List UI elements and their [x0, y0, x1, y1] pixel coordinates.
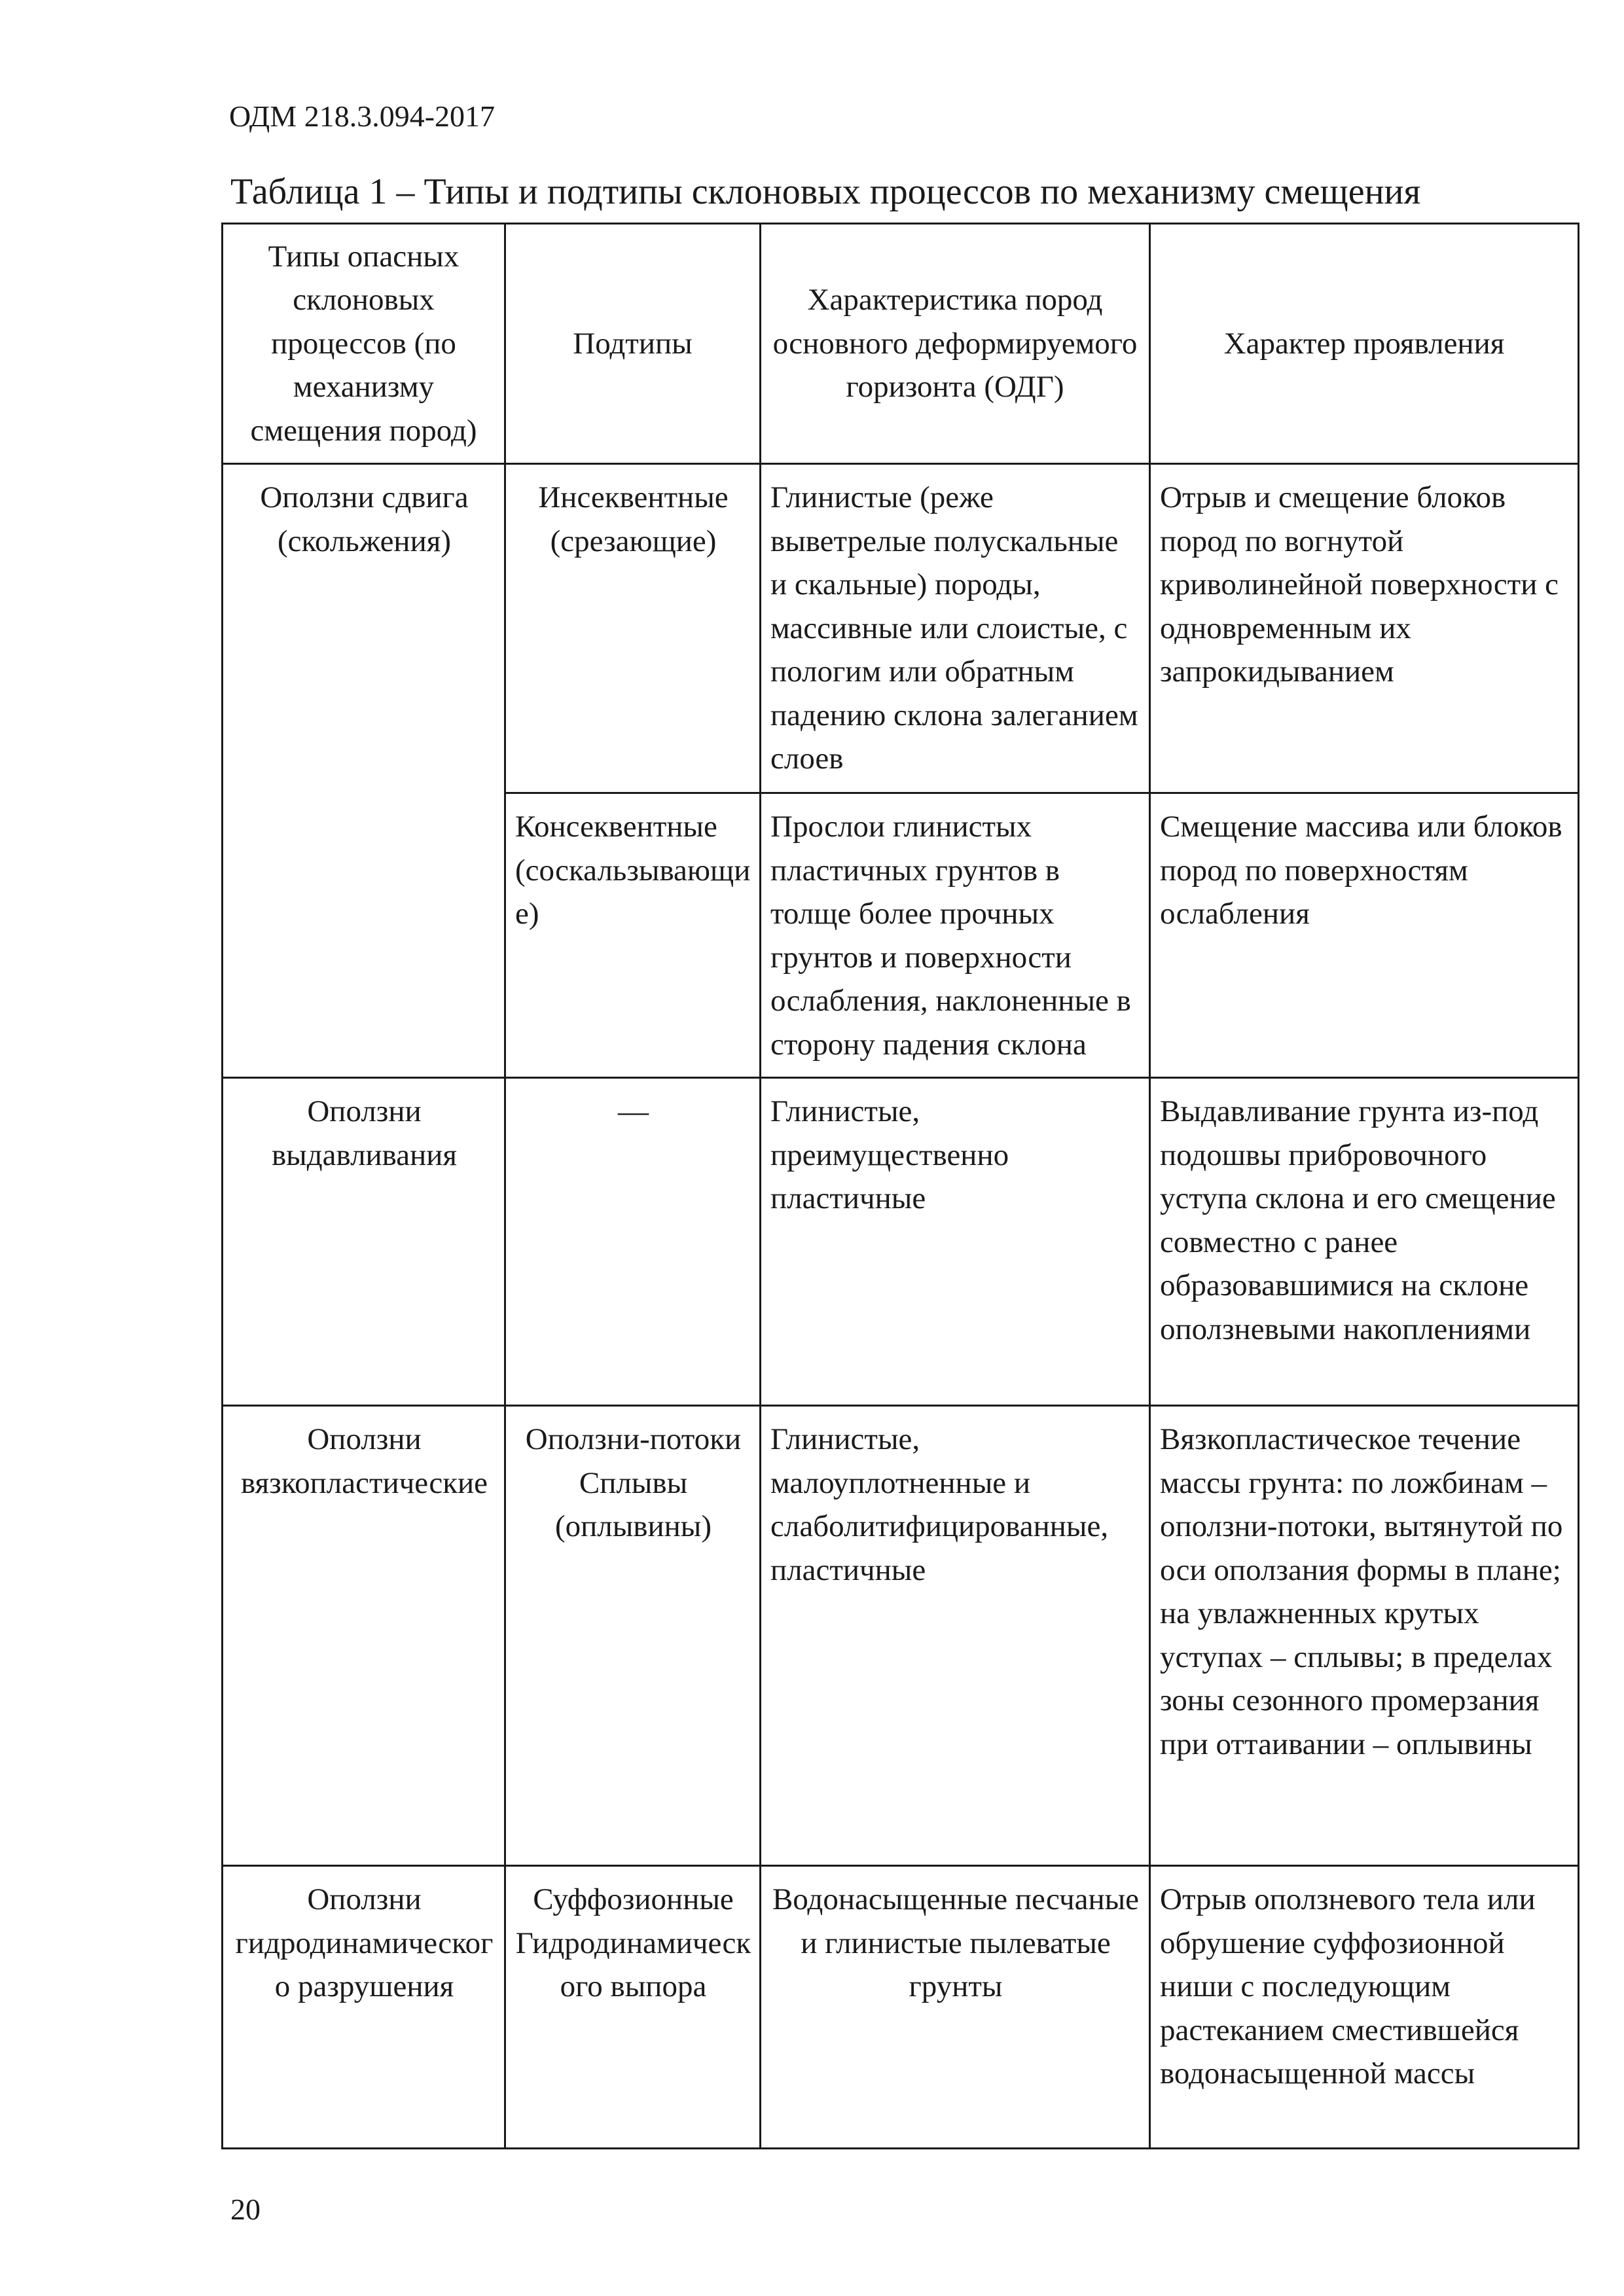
page-number: 20	[230, 2193, 261, 2226]
cell-manifestation: Отрыв оползневого тела или обрушение суффозионной ниши с последующим растеканием сместившейся водонасыщенной массы	[1150, 1866, 1579, 2149]
cell-manifestation: Вязкопластическое течение массы грунта: по ложбинам – оползни-потоки, вытянутой по оси оползания формы в плане; на увлажненных крутых уступах – сплывы; в пределах зоны сезонного промерзания при оттаивании – оплывины	[1150, 1406, 1579, 1866]
cell-type: Оползни выдавливания	[223, 1078, 505, 1406]
cell-type: Оползни гидродинамического разрушения	[223, 1866, 505, 2149]
cell-rocks: Глинистые, преимущественно пластичные	[761, 1078, 1150, 1406]
column-header-subtype: Подтипы	[505, 224, 761, 464]
column-header-type: Типы опасных склоновых процессов (по механизму смещения пород)	[223, 224, 505, 464]
cell-manifestation: Смещение массива или блоков пород по поверхностям ослабления	[1150, 793, 1579, 1078]
table-header-row	[223, 224, 1579, 464]
cell-rocks: Прослои глинистых пластичных грунтов в толще более прочных грунтов и поверхности ослабления, наклоненные в сторону падения склона	[761, 793, 1150, 1078]
cell-subtype: Инсеквентные (срезающие)	[505, 464, 761, 793]
cell-manifestation: Выдавливание грунта из-под подошвы прибровочного уступа склона и его смещение совместно с ранее образовавшимися на склоне оползневыми накоплениями	[1150, 1078, 1579, 1406]
table-row	[223, 464, 1579, 793]
cell-subtype: Суффозионные Гидродинамического выпора	[505, 1866, 761, 2149]
cell-type: Оползни вязкопластические	[223, 1406, 505, 1866]
cell-rocks: Глинистые (реже выветрелые полускальные и скальные) породы, массивные или слоистые, с пологим или обратным падению склона залеганием слоев	[761, 464, 1150, 793]
cell-type: Оползни сдвига (скольжения)	[223, 464, 505, 1078]
table-row	[223, 1406, 1579, 1866]
cell-rocks: Глинистые, малоуплотненные и слаболитифицированные, пластичные	[761, 1406, 1150, 1866]
document-code: ОДМ 218.3.094-2017	[229, 99, 496, 133]
column-header-manifestation: Характер проявления	[1150, 224, 1579, 464]
cell-subtype: —	[505, 1078, 761, 1406]
cell-rocks: Водонасыщенные песчаные и глинистые пылеватые грунты	[761, 1866, 1150, 2149]
table-row	[223, 1866, 1579, 2149]
table-title: Таблица 1 – Типы и подтипы склоновых процессов по механизму смещения	[230, 171, 1421, 212]
cell-subtype: Оползни-потоки Сплывы (оплывины)	[505, 1406, 761, 1866]
cell-manifestation: Отрыв и смещение блоков пород по вогнутой криволинейной поверхности с одновременным их запрокидыванием	[1150, 464, 1579, 793]
table-row	[223, 1078, 1579, 1406]
column-header-rocks: Характеристика пород основного деформируемого горизонта (ОДГ)	[761, 224, 1150, 464]
slope-processes-table	[221, 223, 1579, 2149]
cell-subtype: Консеквентные (соскальзывающие)	[505, 793, 761, 1078]
